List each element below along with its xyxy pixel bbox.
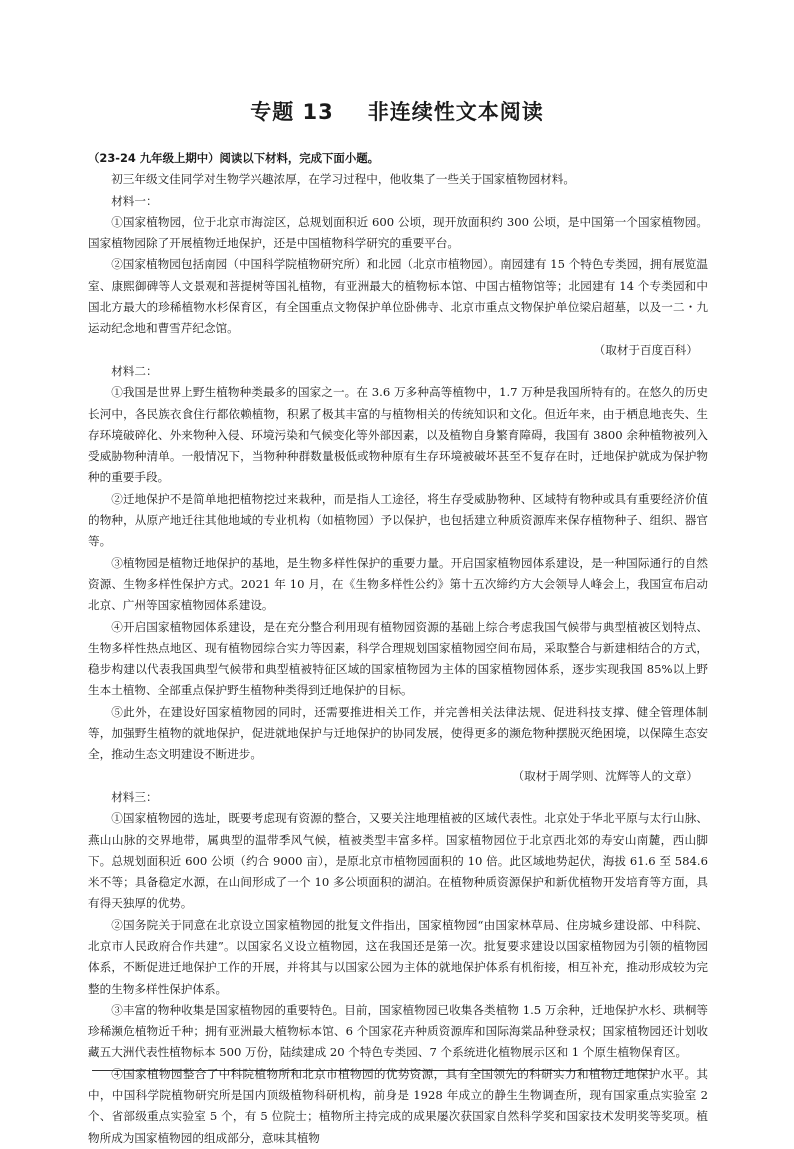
- material1-source: （取材于百度百科）: [593, 342, 698, 357]
- page-title: [0, 96, 794, 126]
- material3-paragraph-1: ①国家植物园的选址，既要考虑现有资源的整合，又要关注地理植被的区域代表性。北京处于华北平原与太行山脉、燕山山脉的交界地带，属典型的温带季风气候，植被类型丰富多样。国家植物园位于北京西北郊的寿安山南麓，西山脚下。总规划面积近 600 公顷（约合 9000 亩），是原北京市植物园面积的 10 倍。此区域地势起伏，海拔 61.6 至 584.6 米不等；具备稳定水源，在山间形成了一个 10 多公顷面积的湖泊。在植物种质资源保护和新优植物开发培育等方面，具有得天独厚的优势。: [88, 811, 708, 911]
- intro-paragraph: 初三年级文佳同学对生物学兴趣浓厚，在学习过程中，他收集了一些关于国家植物园材料。: [111, 172, 575, 187]
- material1-heading: 材料一：: [111, 193, 158, 208]
- material2-paragraph-1: ①我国是世界上野生植物种类最多的国家之一。在 3.6 万多种高等植物中，1.7 万种是我国所特有的。在悠久的历史长河中，各民族衣食住行都依赖植物，积累了极其丰富的与植物相关的传统知识和文化。但近年来，由于栖息地丧失、生存环境破碎化、外来物种入侵、环境污染和气候变化等外部因素，以及植物自身繁育障碍，我国有 3800 余种植物被列入受威胁物种清单。一般情况下，当物种种群数量极低或物种原有生存环境被破坏甚至不复存在时，迁地保护就成为保护物种的重要手段。: [88, 385, 708, 485]
- reading-content: [88, 148, 708, 1149]
- material3-paragraph-2: ②国务院关于同意在北京设立国家植物园的批复文件指出，国家植物园“由国家林草局、住房城乡建设部、中科院、北京市人民政府合作共建”。以国家名义设立植物园，这在我国还是第一次。批复要求建设以国家植物园为引领的植物园体系，不断促进迁地保护工作的开展，并将其与以国家公园为主体的就地保护体系有机衔接，相互补充，推动形成较为完整的生物多样性保护体系。: [88, 917, 708, 996]
- material2-paragraph-3: ③植物园是植物迁地保护的基地，是生物多样性保护的重要力量。开启国家植物园体系建设，是一种国际通行的自然资源、生物多样性保护方式。2021 年 10 月，在《生物多样性公约》第十五次缔约方大会领导人峰会上，我国宣布启动北京、广州等国家植物园体系建设。: [88, 555, 708, 613]
- material2-heading: 材料二：: [111, 363, 158, 378]
- topic-name: 非连续性文本阅读: [367, 100, 544, 124]
- material3-heading: 材料三：: [111, 789, 158, 804]
- topic-number: 专题 13: [250, 100, 334, 124]
- material2-paragraph-2: ②迁地保护不是简单地把植物挖过来栽种，而是指人工途径，将生存受威胁物种、区域特有物种或具有重要经济价值的物种，从原产地迁往其他地域的专业机构（如植物园）予以保护，也包括建立种质资源库来保存植物种子、组织、器官等。: [88, 491, 708, 549]
- question-intro: （23-24 九年级上期中）阅读以下材料，完成下面小题。: [88, 151, 379, 165]
- material1-paragraph-1: ①国家植物园，位于北京市海淀区，总规划面积近 600 公顷，现开放面积约 300 公顷，是中国第一个国家植物园。国家植物园除了开展植物迁地保护，还是中国植物科学研究的重要平台。: [88, 214, 708, 251]
- material2-paragraph-4: ④开启国家植物园体系建设，是在充分整合利用现有植物园资源的基础上综合考虑我国气候带与典型植被区划特点、生物多样性热点地区、现有植物园综合实力等因素，科学合理规划国家植物园空间布局，采取整合与新建相结合的方式，稳步构建以代表我国典型气候带和典型植被特征区域的国家植物园为主体的国家植物园体系，逐步实现我国 85%以上野生本土植物、全部重点保护野生植物种类得到迁地保护的目标。: [88, 619, 708, 698]
- material3-paragraph-4: ④国家植物园整合了中科院植物所和北京市植物园的优势资源，具有全国领先的科研实力和植物迁地保护水平。其中，中国科学院植物研究所是国内顶级植物科研机构，前身是 1928 年成立的静生生物调查所，现有国家重点实验室 2 个、省部级重点实验室 5 个，有 5 位院士；植物所主持完成的成果屡次获国家自然科学奖和国家技术发明奖等奖项。植物所成为国家植物园的组成部分，意味其植物: [88, 1066, 708, 1145]
- material3-paragraph-3: ③丰富的物种收集是国家植物园的重要特色。目前，国家植物园已收集各类植物 1.5 万余种，迁地保护水杉、珙桐等珍稀濒危植物近千种；拥有亚洲最大植物标本馆、6 个国家花卉种质资源库和国际海棠品种登录权；国家植物园还计划收藏五大洲代表性植物标本 500 万份，陆续建成 20 个特色专类园、7 个系统进化植物展示区和 1 个原生植物保育区。: [88, 1002, 708, 1060]
- material1-paragraph-2: ②国家植物园包括南园（中国科学院植物研究所）和北园（北京市植物园）。南园建有 15 个特色专类园，拥有展览温室、康熙御碑等人文景观和菩提树等国礼植物，有亚洲最大的植物标本馆、中国古植物馆等；北园建有 14 个专类园和中国北方最大的珍稀植物水杉保育区，有全国重点文物保护单位卧佛寺、北京市重点文物保护单位梁启超墓，以及一二・九运动纪念地和曹雪芹纪念馆。: [88, 257, 708, 336]
- material2-paragraph-5: ⑤此外，在建设好国家植物园的同时，还需要推进相关工作，并完善相关法律法规、促进科技支撑、健全管理体制等，加强野生植物的就地保护，促进就地保护与迁地保护的协同发展，使得更多的濒危物种摆脱灭绝困境，以保障生态安全，推动生态文明建设不断进步。: [88, 704, 708, 762]
- footer-divider: [92, 1070, 652, 1071]
- material2-source: （取材于周学则、沈辉等人的文章）: [512, 768, 698, 783]
